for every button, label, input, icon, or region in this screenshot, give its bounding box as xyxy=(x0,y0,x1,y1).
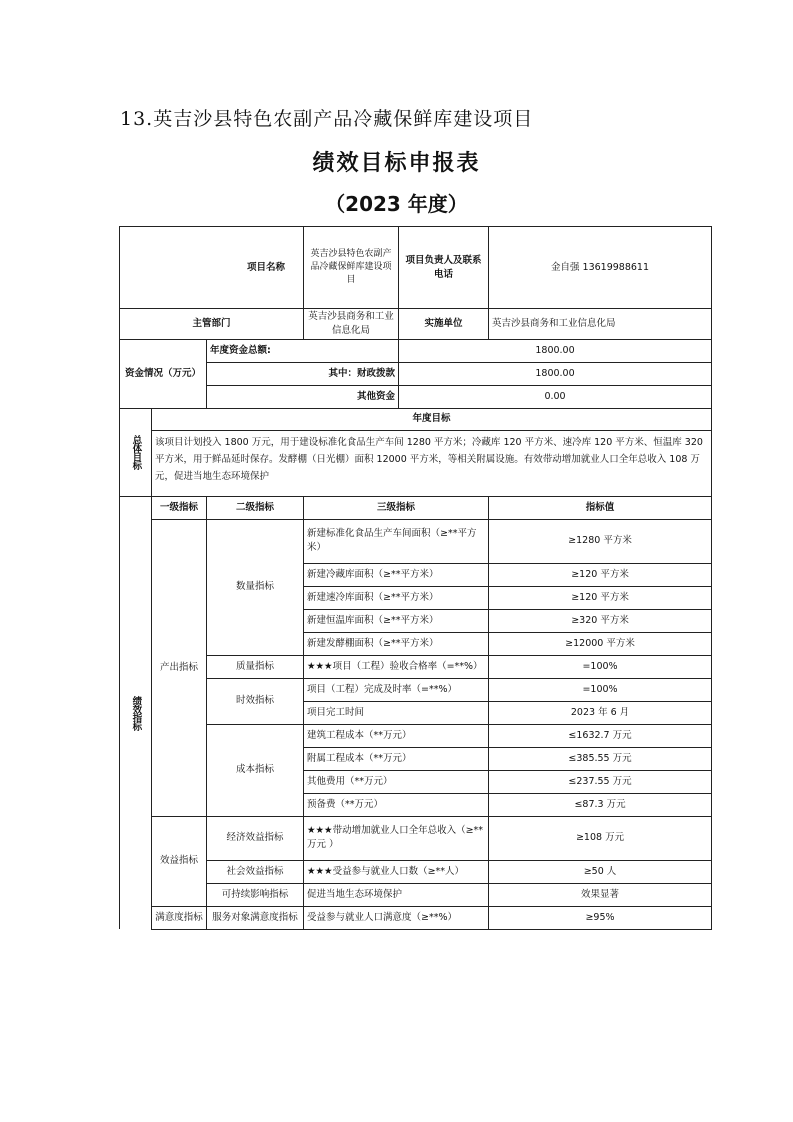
funds-other-row xyxy=(120,385,712,408)
l2-social: 社会效益指标 xyxy=(207,860,304,883)
value-cell: ≥1280 平方米 xyxy=(489,519,712,563)
impl-value: 英吉沙县商务和工业信息化局 xyxy=(489,309,712,340)
contact-label: 项目负责人及联系电话 xyxy=(399,227,489,309)
header-l3: 三级指标 xyxy=(304,496,489,519)
table-row xyxy=(120,724,712,747)
value-cell: 效果显著 xyxy=(489,883,712,906)
page-subtitle: （2023 年度） xyxy=(325,192,468,216)
l3-cell: ★★★项目（工程）验收合格率（=**%） xyxy=(304,655,489,678)
l2-time: 时效指标 xyxy=(207,678,304,724)
table-row xyxy=(120,883,712,906)
l3-cell: 建筑工程成本（**万元） xyxy=(304,724,489,747)
section-heading: 13.英吉沙县特色农副产品冷藏保鲜库建设项目 xyxy=(120,108,534,130)
l2-sustain: 可持续影响指标 xyxy=(207,883,304,906)
value-cell: ≥320 平方米 xyxy=(489,609,712,632)
value-cell: ≥120 平方米 xyxy=(489,563,712,586)
funds-label: 资金情况（万元） xyxy=(120,339,207,408)
l3-cell: 预备费（**万元） xyxy=(304,793,489,816)
overall-text: 该项目计划投入 1800 万元，用于建设标准化食品生产车间 1280 平方米；冷藏库 120 平方米、速冷库 120 平方米、恒温库 320 平方米，用于鲜品延时保存。发酵棚（日光棚）面积 12000 平方米，等相关附属设施。有效带动增加就业人口全年总收入 108 万元，促进当地生态环境保护 xyxy=(152,430,712,496)
l3-cell: 新建速冷库面积（≥**平方米） xyxy=(304,586,489,609)
project-row xyxy=(120,227,712,309)
perf-label-cell xyxy=(120,496,152,929)
overall-header-row xyxy=(120,408,712,430)
l2-economic: 经济效益指标 xyxy=(207,816,304,860)
funds-fiscal-row xyxy=(120,362,712,385)
value-cell: ≤237.55 万元 xyxy=(489,770,712,793)
l3-cell: 新建标准化食品生产车间面积（≥**平方米） xyxy=(304,519,489,563)
value-cell: 2023 年 6 月 xyxy=(489,701,712,724)
header-l1: 一级指标 xyxy=(152,496,207,519)
l3-cell: 项目完工时间 xyxy=(304,701,489,724)
funds-fiscal-label: 其中：财政拨款 xyxy=(207,362,399,385)
page-title: 绩效目标申报表 xyxy=(312,151,481,176)
value-cell: ≤87.3 万元 xyxy=(489,793,712,816)
overall-header: 年度目标 xyxy=(152,408,712,430)
dept-label: 主管部门 xyxy=(120,309,304,340)
project-name-label: 项目名称 xyxy=(120,227,304,309)
l3-cell: 新建恒温库面积（≥**平方米） xyxy=(304,609,489,632)
dept-value: 英吉沙县商务和工业信息化局 xyxy=(304,309,399,340)
table-row xyxy=(120,519,712,563)
value-cell: ≥12000 平方米 xyxy=(489,632,712,655)
project-name-text: 英吉沙县特色农副产品冷藏保鲜库建设项目 xyxy=(310,248,392,286)
l1-benefit: 效益指标 xyxy=(152,816,207,906)
value-cell: =100% xyxy=(489,678,712,701)
perf-label: 绩效指标 xyxy=(130,695,142,730)
dept-row xyxy=(120,309,712,340)
overall-label-cell xyxy=(120,408,152,496)
l2-quality: 质量指标 xyxy=(207,655,304,678)
contact-value: 金自强 13619988611 xyxy=(489,227,712,309)
table-row xyxy=(120,816,712,860)
value-cell: ≤385.55 万元 xyxy=(489,747,712,770)
l3-cell: 新建冷藏库面积（≥**平方米） xyxy=(304,563,489,586)
overall-label: 总体目标 xyxy=(130,435,142,470)
funds-total-label: 年度资金总额: xyxy=(207,339,399,362)
l2-cost: 成本指标 xyxy=(207,724,304,816)
table-row xyxy=(120,906,712,929)
header-l2: 二级指标 xyxy=(207,496,304,519)
value-cell: =100% xyxy=(489,655,712,678)
l3-cell: ★★★受益参与就业人口数（≥**人） xyxy=(304,860,489,883)
value-cell: ≥108 万元 xyxy=(489,816,712,860)
funds-other-value: 0.00 xyxy=(399,385,712,408)
value-cell: ≥120 平方米 xyxy=(489,586,712,609)
funds-total-value: 1800.00 xyxy=(399,339,712,362)
table-row xyxy=(120,655,712,678)
l1-satisfaction: 满意度指标 xyxy=(152,906,207,929)
l2-quantity: 数量指标 xyxy=(207,519,304,655)
table-row xyxy=(120,678,712,701)
overall-text-row xyxy=(120,430,712,496)
l3-cell: 新建发酵棚面积（≥**平方米） xyxy=(304,632,489,655)
l3-cell: ★★★带动增加就业人口全年总收入（≥**万元 ） xyxy=(304,816,489,860)
funds-total-row xyxy=(120,339,712,362)
l3-cell: 其他费用（**万元） xyxy=(304,770,489,793)
l3-cell: 项目（工程）完成及时率（=**%） xyxy=(304,678,489,701)
project-name-value xyxy=(304,227,399,309)
l3-cell: 促进当地生态环境保护 xyxy=(304,883,489,906)
l3-cell: 受益参与就业人口满意度（≥**%） xyxy=(304,906,489,929)
perf-header-row xyxy=(120,496,712,519)
funds-fiscal-value: 1800.00 xyxy=(399,362,712,385)
impl-label: 实施单位 xyxy=(399,309,489,340)
l1-output: 产出指标 xyxy=(152,519,207,816)
value-cell: ≥50 人 xyxy=(489,860,712,883)
funds-other-label: 其他资金 xyxy=(207,385,399,408)
value-cell: ≥95% xyxy=(489,906,712,929)
form-table xyxy=(119,226,712,930)
header-value: 指标值 xyxy=(489,496,712,519)
table-row xyxy=(120,860,712,883)
l2-service: 服务对象满意度指标 xyxy=(207,906,304,929)
l3-cell: 附属工程成本（**万元） xyxy=(304,747,489,770)
value-cell: ≤1632.7 万元 xyxy=(489,724,712,747)
